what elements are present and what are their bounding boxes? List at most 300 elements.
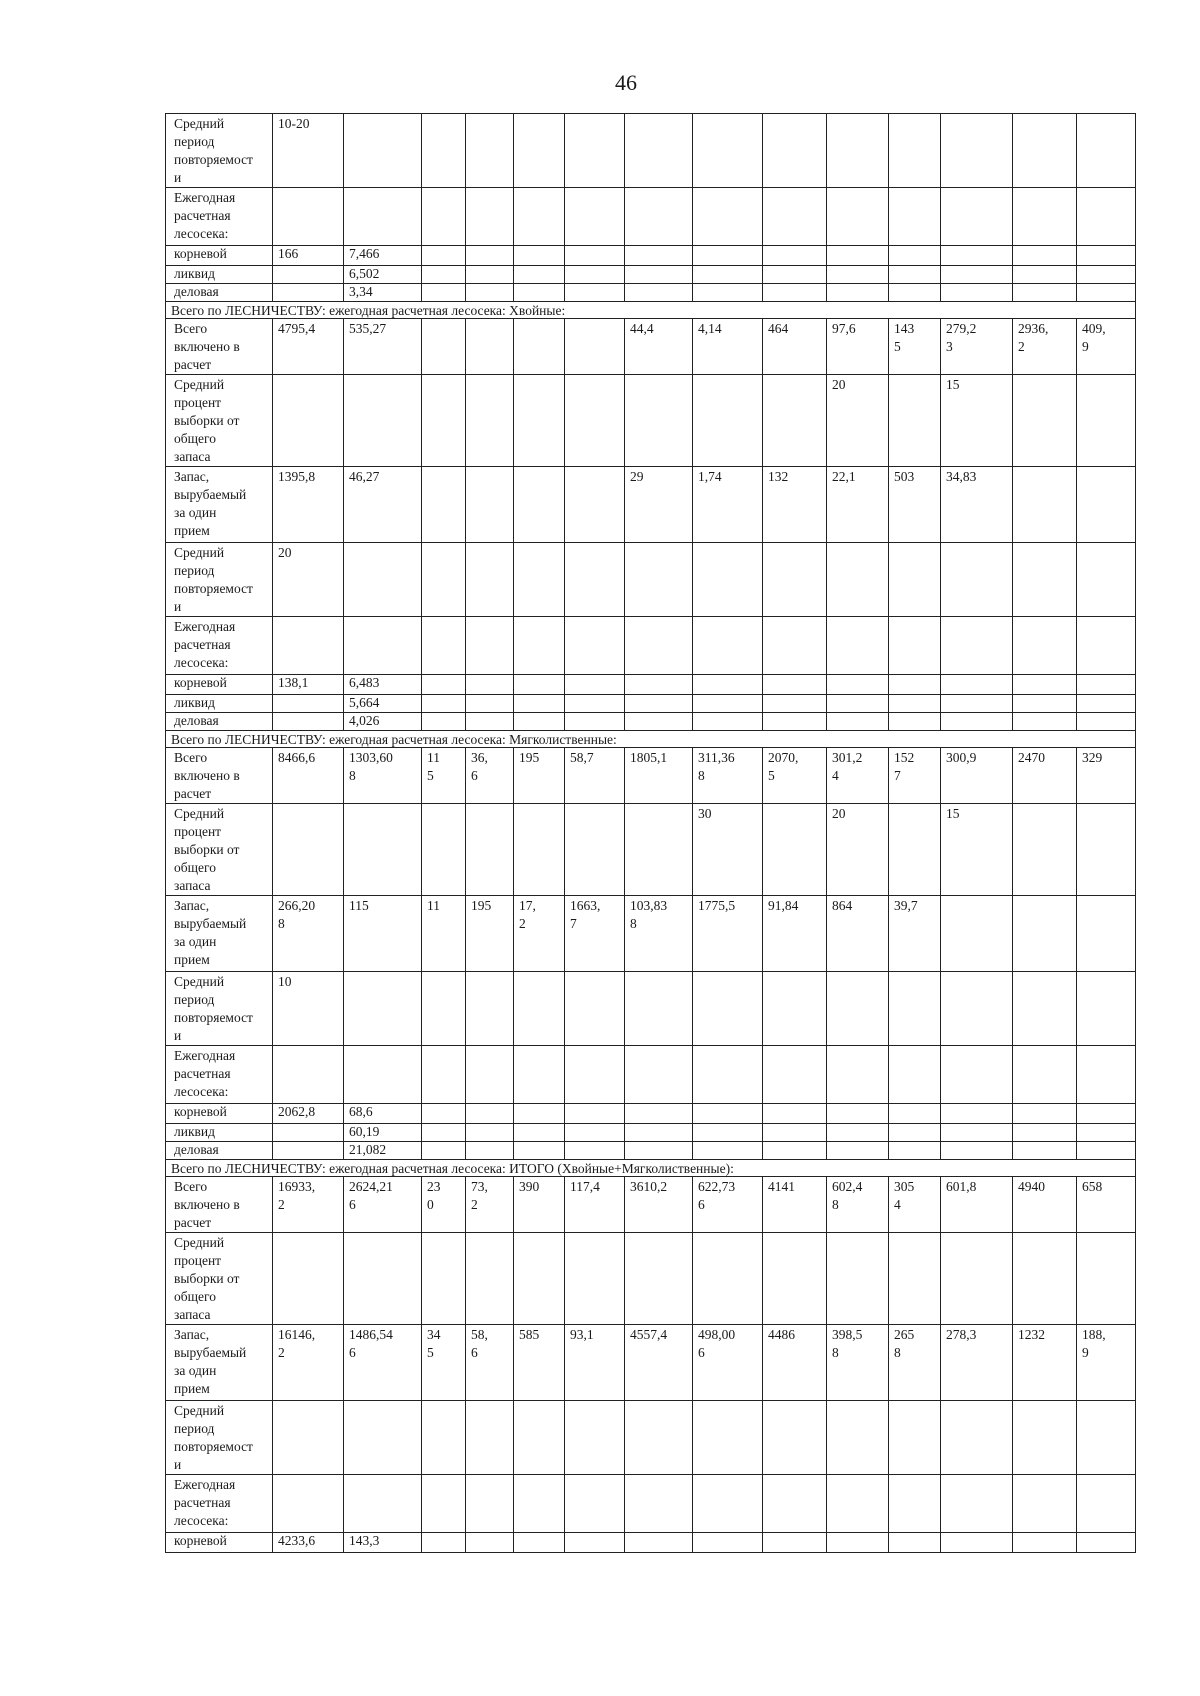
- table-cell: [466, 1104, 514, 1124]
- table-cell: [514, 266, 565, 284]
- table-cell: [466, 1533, 514, 1553]
- table-cell: [763, 695, 827, 713]
- table-cell: [1013, 1046, 1077, 1104]
- table-cell: [466, 543, 514, 617]
- row-label: Ежегодная расчетная лесосека:: [166, 1046, 273, 1104]
- table-cell: [1077, 543, 1136, 617]
- table-cell: 30: [693, 804, 763, 896]
- table-cell: [466, 713, 514, 731]
- table-row-stock: [166, 1325, 1136, 1401]
- table-cell: [889, 375, 941, 467]
- table-cell: 36, 6: [466, 748, 514, 804]
- table-cell: [763, 188, 827, 246]
- table-cell: [422, 972, 466, 1046]
- table-cell: [422, 1533, 466, 1553]
- table-cell: 11 5: [422, 748, 466, 804]
- table-cell: 93,1: [565, 1325, 625, 1401]
- table-cell: [422, 1046, 466, 1104]
- table-cell: [625, 188, 693, 246]
- table-cell: [693, 543, 763, 617]
- table-cell: 152 7: [889, 748, 941, 804]
- table-cell: [693, 114, 763, 188]
- table-cell: [344, 1233, 422, 1325]
- table-row-liquid: [166, 266, 1136, 284]
- table-cell: [466, 246, 514, 266]
- table-cell: 34,83: [941, 467, 1013, 543]
- table-cell: [565, 675, 625, 695]
- table-cell: [827, 284, 889, 302]
- table-row-total: [166, 748, 1136, 804]
- table-cell: [565, 266, 625, 284]
- table-cell: [693, 1046, 763, 1104]
- table-cell: [466, 266, 514, 284]
- table-cell: [565, 188, 625, 246]
- table-cell: [1077, 467, 1136, 543]
- table-cell: [422, 617, 466, 675]
- table-cell: [693, 188, 763, 246]
- table-cell: [941, 675, 1013, 695]
- table-cell: [466, 1046, 514, 1104]
- table-cell: [827, 675, 889, 695]
- table-cell: [565, 1233, 625, 1325]
- table-row-business: [166, 1142, 1136, 1160]
- table-cell: [422, 375, 466, 467]
- table-cell: 535,27: [344, 319, 422, 375]
- table-cell: [344, 1046, 422, 1104]
- table-cell: 34 5: [422, 1325, 466, 1401]
- row-label: Средний период повторяемост и: [166, 972, 273, 1046]
- table-cell: [941, 284, 1013, 302]
- table-cell: [422, 675, 466, 695]
- table-cell: [763, 1533, 827, 1553]
- table-cell: [565, 713, 625, 731]
- table-cell: [827, 1475, 889, 1533]
- table-cell: [466, 972, 514, 1046]
- table-cell: 73, 2: [466, 1177, 514, 1233]
- table-cell: [466, 1233, 514, 1325]
- table-cell: 195: [466, 896, 514, 972]
- table-cell: [693, 713, 763, 731]
- table-cell: 390: [514, 1177, 565, 1233]
- row-label: корневой: [166, 1104, 273, 1124]
- table-cell: [422, 114, 466, 188]
- table-cell: [1013, 695, 1077, 713]
- table-cell: [1077, 804, 1136, 896]
- table-cell: [827, 617, 889, 675]
- table-cell: 166: [273, 246, 344, 266]
- table-cell: [514, 804, 565, 896]
- table-cell: [1013, 804, 1077, 896]
- table-cell: [344, 375, 422, 467]
- table-row-period: [166, 1401, 1136, 1475]
- table-cell: [422, 543, 466, 617]
- table-cell: [422, 266, 466, 284]
- table-cell: [889, 1533, 941, 1553]
- table-cell: [625, 1142, 693, 1160]
- table-cell: 622,73 6: [693, 1177, 763, 1233]
- table-cell: [941, 1533, 1013, 1553]
- table-cell: [514, 1475, 565, 1533]
- table-cell: [889, 675, 941, 695]
- table-cell: [625, 1475, 693, 1533]
- table-cell: [693, 266, 763, 284]
- table-cell: 1663, 7: [565, 896, 625, 972]
- table-cell: 16146, 2: [273, 1325, 344, 1401]
- table-cell: [889, 266, 941, 284]
- row-label: ликвид: [166, 695, 273, 713]
- table-cell: [763, 804, 827, 896]
- table-cell: 16933, 2: [273, 1177, 344, 1233]
- table-cell: [466, 188, 514, 246]
- table-cell: 132: [763, 467, 827, 543]
- table-cell: 23 0: [422, 1177, 466, 1233]
- table-cell: [941, 972, 1013, 1046]
- table-cell: [466, 114, 514, 188]
- table-cell: 498,00 6: [693, 1325, 763, 1401]
- table-cell: [625, 695, 693, 713]
- table-row-stock: [166, 467, 1136, 543]
- table-cell: [466, 804, 514, 896]
- table-cell: [889, 1104, 941, 1124]
- table-row-root: [166, 675, 1136, 695]
- table-cell: [1013, 1533, 1077, 1553]
- table-cell: [693, 246, 763, 266]
- table-cell: [625, 284, 693, 302]
- row-label: деловая: [166, 1142, 273, 1160]
- row-label: корневой: [166, 675, 273, 695]
- table-cell: [1077, 1401, 1136, 1475]
- table-cell: [827, 266, 889, 284]
- table-cell: [827, 188, 889, 246]
- table-cell: [514, 1533, 565, 1553]
- table-cell: [889, 543, 941, 617]
- table-cell: 585: [514, 1325, 565, 1401]
- table-cell: [565, 467, 625, 543]
- table-cell: [1013, 467, 1077, 543]
- table-cell: [422, 246, 466, 266]
- table-cell: [827, 1046, 889, 1104]
- table-cell: [763, 543, 827, 617]
- table-cell: [693, 695, 763, 713]
- table-cell: [693, 617, 763, 675]
- table-cell: 1805,1: [625, 748, 693, 804]
- table-cell: [1077, 266, 1136, 284]
- table-cell: [514, 713, 565, 731]
- table-cell: [1013, 675, 1077, 695]
- row-label: Запас, вырубаемый за один прием: [166, 1325, 273, 1401]
- table-cell: [827, 1104, 889, 1124]
- table-cell: [1077, 188, 1136, 246]
- row-label: Запас, вырубаемый за один прием: [166, 896, 273, 972]
- table-cell: [565, 319, 625, 375]
- table-cell: [1077, 246, 1136, 266]
- table-cell: [422, 1475, 466, 1533]
- table-row-annual: [166, 188, 1136, 246]
- table-cell: [273, 188, 344, 246]
- table-cell: 4795,4: [273, 319, 344, 375]
- table-cell: 68,6: [344, 1104, 422, 1124]
- table-cell: [763, 1124, 827, 1142]
- table-cell: 20: [827, 375, 889, 467]
- table-cell: [827, 713, 889, 731]
- table-cell: [422, 1104, 466, 1124]
- table-cell: [514, 617, 565, 675]
- table-cell: 8466,6: [273, 748, 344, 804]
- row-label: Средний период повторяемост и: [166, 114, 273, 188]
- table-cell: [422, 188, 466, 246]
- table-cell: [273, 1401, 344, 1475]
- table-cell: [889, 1401, 941, 1475]
- table-cell: [763, 1401, 827, 1475]
- table-cell: 39,7: [889, 896, 941, 972]
- table-cell: [273, 266, 344, 284]
- table-cell: [514, 284, 565, 302]
- table-cell: [466, 1124, 514, 1142]
- table-cell: 398,5 8: [827, 1325, 889, 1401]
- table-cell: [1013, 246, 1077, 266]
- table-cell: 2936, 2: [1013, 319, 1077, 375]
- table-cell: [1077, 1142, 1136, 1160]
- row-label: Средний период повторяемост и: [166, 1401, 273, 1475]
- table-cell: 311,36 8: [693, 748, 763, 804]
- table-cell: [1077, 1046, 1136, 1104]
- table-cell: [625, 375, 693, 467]
- table-cell: [422, 1401, 466, 1475]
- table-row-annual: [166, 617, 1136, 675]
- table-cell: [827, 543, 889, 617]
- table-cell: [941, 1142, 1013, 1160]
- table-cell: 1775,5: [693, 896, 763, 972]
- row-label: деловая: [166, 713, 273, 731]
- table-cell: [514, 467, 565, 543]
- table-cell: [625, 1124, 693, 1142]
- table-cell: [1013, 1142, 1077, 1160]
- table-row-root: [166, 246, 1136, 266]
- table-cell: [941, 1233, 1013, 1325]
- table-cell: [514, 246, 565, 266]
- table-cell: 22,1: [827, 467, 889, 543]
- table-cell: [466, 675, 514, 695]
- table-cell: 2470: [1013, 748, 1077, 804]
- table-row-annual: [166, 1475, 1136, 1533]
- table-cell: [693, 1142, 763, 1160]
- table-cell: [1013, 972, 1077, 1046]
- table-cell: [1077, 617, 1136, 675]
- section-header-row: [166, 1160, 1136, 1177]
- table-cell: 602,4 8: [827, 1177, 889, 1233]
- table-cell: 6,483: [344, 675, 422, 695]
- table-cell: [565, 1142, 625, 1160]
- table-cell: [565, 1124, 625, 1142]
- row-label: Средний процент выборки от общего запаса: [166, 375, 273, 467]
- table-cell: [422, 284, 466, 302]
- table-cell: [889, 1046, 941, 1104]
- table-cell: [827, 1233, 889, 1325]
- table-cell: [763, 284, 827, 302]
- table-cell: [514, 972, 565, 1046]
- table-cell: [763, 1475, 827, 1533]
- table-cell: [514, 543, 565, 617]
- table-row-root: [166, 1533, 1136, 1553]
- table-cell: 188, 9: [1077, 1325, 1136, 1401]
- table-row-root: [166, 1104, 1136, 1124]
- table-cell: [889, 804, 941, 896]
- table-cell: 4,14: [693, 319, 763, 375]
- table-cell: [763, 1233, 827, 1325]
- table-cell: 15: [941, 375, 1013, 467]
- table-cell: 2070, 5: [763, 748, 827, 804]
- table-cell: [941, 1401, 1013, 1475]
- table-cell: [625, 114, 693, 188]
- table-cell: [941, 1124, 1013, 1142]
- table-row-liquid: [166, 1124, 1136, 1142]
- table-cell: [466, 467, 514, 543]
- table-cell: [827, 1401, 889, 1475]
- row-label: Ежегодная расчетная лесосека:: [166, 1475, 273, 1533]
- table-cell: [693, 1124, 763, 1142]
- table-cell: [827, 1142, 889, 1160]
- table-cell: 1395,8: [273, 467, 344, 543]
- table-cell: [273, 1475, 344, 1533]
- table-cell: [422, 1124, 466, 1142]
- table-cell: 1303,60 8: [344, 748, 422, 804]
- table-cell: [763, 617, 827, 675]
- section-header: Всего по ЛЕСНИЧЕСТВУ: ежегодная расчетная лесосека: ИТОГО (Хвойные+Мягколиственные):: [166, 1160, 1136, 1177]
- table-row-stock: [166, 896, 1136, 972]
- table-cell: [941, 543, 1013, 617]
- table-cell: [565, 114, 625, 188]
- table-cell: [763, 1142, 827, 1160]
- table-cell: [625, 1533, 693, 1553]
- table-cell: [763, 1046, 827, 1104]
- table-cell: 10-20: [273, 114, 344, 188]
- table-cell: [514, 1142, 565, 1160]
- table-cell: [273, 804, 344, 896]
- table-cell: [344, 114, 422, 188]
- table-cell: [1077, 1475, 1136, 1533]
- table-cell: [422, 319, 466, 375]
- table-cell: [941, 617, 1013, 675]
- table-cell: [941, 896, 1013, 972]
- table-cell: [1013, 543, 1077, 617]
- section-header-row: [166, 731, 1136, 748]
- table-cell: 6,502: [344, 266, 422, 284]
- table-cell: [1077, 675, 1136, 695]
- table-cell: [827, 1124, 889, 1142]
- table-cell: [889, 284, 941, 302]
- table-cell: [941, 1104, 1013, 1124]
- table-cell: 15: [941, 804, 1013, 896]
- table-cell: [514, 188, 565, 246]
- row-label: корневой: [166, 246, 273, 266]
- table-row-period: [166, 972, 1136, 1046]
- table-cell: [273, 617, 344, 675]
- table-cell: 60,19: [344, 1124, 422, 1142]
- table-cell: [625, 972, 693, 1046]
- table-cell: 4141: [763, 1177, 827, 1233]
- table-cell: 601,8: [941, 1177, 1013, 1233]
- table-cell: [889, 1124, 941, 1142]
- table-cell: 1486,54 6: [344, 1325, 422, 1401]
- table-cell: 103,83 8: [625, 896, 693, 972]
- table-cell: [1077, 896, 1136, 972]
- table-cell: [466, 375, 514, 467]
- table-cell: [889, 972, 941, 1046]
- table-cell: [827, 114, 889, 188]
- table-cell: 97,6: [827, 319, 889, 375]
- table-cell: 10: [273, 972, 344, 1046]
- table-cell: [344, 972, 422, 1046]
- table-cell: [1013, 1233, 1077, 1325]
- table-cell: [763, 675, 827, 695]
- table-cell: 4486: [763, 1325, 827, 1401]
- table-cell: 143,3: [344, 1533, 422, 1553]
- table-cell: [565, 1401, 625, 1475]
- table-cell: [1013, 713, 1077, 731]
- table-row-total: [166, 1177, 1136, 1233]
- table-cell: 266,20 8: [273, 896, 344, 972]
- table-cell: [565, 1104, 625, 1124]
- table-row-business: [166, 713, 1136, 731]
- table-cell: [1013, 114, 1077, 188]
- table-cell: [273, 1124, 344, 1142]
- page-number: 46: [615, 70, 637, 95]
- table-cell: [941, 266, 1013, 284]
- table-cell: [344, 543, 422, 617]
- table-cell: [941, 114, 1013, 188]
- table-cell: 21,082: [344, 1142, 422, 1160]
- table-cell: [422, 804, 466, 896]
- table-cell: 195: [514, 748, 565, 804]
- table-cell: [693, 375, 763, 467]
- table-cell: 4940: [1013, 1177, 1077, 1233]
- table-cell: [625, 804, 693, 896]
- table-cell: [565, 1475, 625, 1533]
- table-cell: [514, 1104, 565, 1124]
- table-cell: [565, 617, 625, 675]
- table-cell: 138,1: [273, 675, 344, 695]
- table-cell: [1077, 695, 1136, 713]
- table-cell: 1232: [1013, 1325, 1077, 1401]
- table-cell: [625, 1046, 693, 1104]
- table-row-period: [166, 114, 1136, 188]
- table-cell: [273, 375, 344, 467]
- table-cell: 17, 2: [514, 896, 565, 972]
- row-label: Запас, вырубаемый за один прием: [166, 467, 273, 543]
- table-cell: 5,664: [344, 695, 422, 713]
- table-cell: 2062,8: [273, 1104, 344, 1124]
- table-cell: [827, 695, 889, 713]
- table-cell: [466, 617, 514, 675]
- table-cell: [514, 375, 565, 467]
- table-cell: [514, 319, 565, 375]
- table-cell: [889, 188, 941, 246]
- section-header-row: [166, 302, 1136, 319]
- table-cell: [941, 1475, 1013, 1533]
- table-cell: [1077, 1124, 1136, 1142]
- table-cell: [344, 188, 422, 246]
- table-cell: [889, 713, 941, 731]
- table-cell: [1013, 617, 1077, 675]
- forest-allowance-table: [165, 113, 1136, 1553]
- table-cell: [565, 804, 625, 896]
- table-cell: [625, 713, 693, 731]
- table-cell: 1,74: [693, 467, 763, 543]
- table-cell: [273, 1046, 344, 1104]
- row-label: деловая: [166, 284, 273, 302]
- table-cell: [466, 695, 514, 713]
- table-cell: [1013, 1124, 1077, 1142]
